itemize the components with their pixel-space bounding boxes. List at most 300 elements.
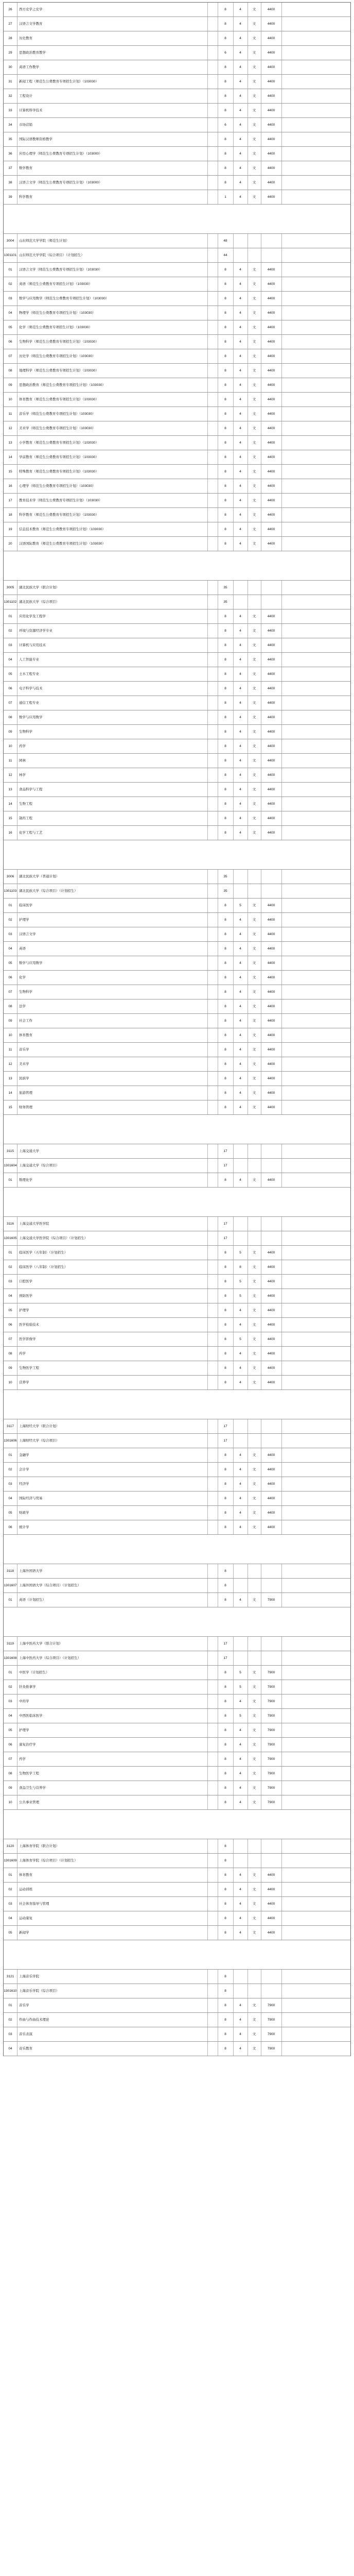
table-row	[3, 927, 351, 942]
table-row	[3, 942, 351, 956]
row-note	[281, 1376, 351, 1389]
row-code: 08	[4, 1767, 17, 1781]
section-spacer	[3, 205, 351, 234]
row-years: 4	[233, 306, 248, 320]
row-plan-count: 8	[218, 2042, 234, 2056]
row-years	[233, 595, 248, 609]
row-spacer	[207, 999, 218, 1013]
row-note	[281, 682, 351, 696]
row-fee: 4400	[261, 899, 282, 912]
row-years: 4	[233, 147, 248, 161]
row-note	[281, 1709, 351, 1723]
row-category	[247, 581, 261, 595]
row-name: 新闻学	[17, 1926, 208, 1940]
row-years	[233, 1231, 248, 1245]
row-fee	[261, 884, 282, 898]
row-spacer	[207, 1159, 218, 1173]
row-code: 02	[4, 1463, 17, 1477]
table-row	[3, 1492, 351, 1506]
table-row	[3, 60, 351, 75]
row-years: 4	[233, 1926, 248, 1940]
table-row	[3, 1347, 351, 1361]
row-name: 音乐教育	[17, 2042, 208, 2056]
row-fee: 4400	[261, 1043, 282, 1057]
row-name: 经济学	[17, 1477, 208, 1491]
row-category: 文	[247, 1289, 261, 1303]
row-code: 01	[4, 609, 17, 623]
row-category	[247, 1579, 261, 1592]
row-years: 4	[233, 1752, 248, 1766]
row-years: 4	[233, 942, 248, 956]
row-note	[281, 2013, 351, 2027]
row-category: 文	[247, 393, 261, 406]
row-name: 通信工程专业	[17, 696, 208, 710]
row-spacer	[207, 1694, 218, 1708]
row-code: 05	[4, 1303, 17, 1317]
row-years: 4	[233, 1998, 248, 2012]
row-fee: 4400	[261, 17, 282, 31]
table-row	[3, 508, 351, 522]
row-code: 08	[4, 1347, 17, 1361]
row-name: 药学	[17, 1752, 208, 1766]
table-row	[3, 1579, 351, 1593]
row-fee: 4400	[261, 118, 282, 132]
row-spacer	[207, 479, 218, 493]
row-name: 护理学	[17, 1723, 208, 1737]
row-note	[281, 638, 351, 652]
row-note	[281, 797, 351, 811]
row-category: 文	[247, 1680, 261, 1694]
row-plan-count: 6	[218, 46, 234, 60]
row-code: 3115	[4, 1144, 17, 1158]
row-years	[233, 234, 248, 248]
row-fee: 4400	[261, 1376, 282, 1389]
row-fee: 7900	[261, 1723, 282, 1737]
table-row	[3, 1231, 351, 1246]
row-plan-count: 8	[218, 479, 234, 493]
row-plan-count: 35	[218, 884, 234, 898]
row-years: 4	[233, 2027, 248, 2041]
row-fee: 4400	[261, 522, 282, 536]
table-row	[3, 1666, 351, 1680]
row-note	[281, 89, 351, 103]
row-plan-count: 8	[218, 393, 234, 406]
row-note	[281, 465, 351, 479]
row-plan-count: 6	[218, 118, 234, 132]
row-fee: 4400	[261, 1911, 282, 1925]
row-fee: 4400	[261, 1463, 282, 1477]
row-fee: 7900	[261, 2027, 282, 2041]
row-years	[233, 884, 248, 898]
row-note	[281, 1057, 351, 1071]
row-name: 中医学（计划招生）	[17, 1666, 208, 1680]
row-note	[281, 710, 351, 724]
row-name: 社会体育指导与管理	[17, 1897, 208, 1911]
row-note	[281, 1144, 351, 1158]
row-fee: 4400	[261, 1361, 282, 1375]
row-code: 04	[4, 2042, 17, 2056]
table-row	[3, 1651, 351, 1666]
row-fee: 4400	[261, 1506, 282, 1520]
row-category: 文	[247, 1998, 261, 2012]
row-fee: 4400	[261, 797, 282, 811]
row-name: 上海音乐学院（综合项目）	[17, 1984, 208, 1998]
row-code: 05	[4, 1506, 17, 1520]
row-code: 01	[4, 1246, 17, 1260]
row-fee: 4400	[261, 1477, 282, 1491]
row-spacer	[207, 60, 218, 74]
row-plan-count: 8	[218, 1839, 234, 1853]
row-years: 4	[233, 826, 248, 840]
row-plan-count: 8	[218, 1043, 234, 1057]
row-category	[247, 248, 261, 262]
table-row	[3, 1448, 351, 1463]
row-name: 工程设计	[17, 89, 208, 103]
table-row	[3, 1911, 351, 1926]
row-note	[281, 1998, 351, 2012]
row-plan-count: 8	[218, 176, 234, 190]
row-years: 5	[233, 1289, 248, 1303]
row-spacer	[207, 465, 218, 479]
row-spacer	[207, 1738, 218, 1752]
row-spacer	[207, 1376, 218, 1389]
row-name: 教育技术学（师范生公费教育专项招生计划）（103030）	[17, 494, 208, 507]
row-category	[247, 1144, 261, 1158]
row-years: 4	[233, 1448, 248, 1462]
table-row	[3, 956, 351, 971]
row-name: 汉语言文学教育	[17, 17, 208, 31]
row-note	[281, 754, 351, 768]
row-fee: 4400	[261, 147, 282, 161]
row-plan-count: 17	[218, 1637, 234, 1651]
row-category: 文	[247, 1868, 261, 1882]
row-fee: 4400	[261, 971, 282, 985]
row-plan-count: 8	[218, 1492, 234, 1505]
row-spacer	[207, 75, 218, 89]
row-code: 3116	[4, 1217, 17, 1231]
row-name: 环境与资源经济学专业	[17, 624, 208, 638]
row-plan-count: 8	[218, 667, 234, 681]
row-fee: 4400	[261, 826, 282, 840]
row-fee: 4400	[261, 927, 282, 941]
row-years: 4	[233, 1361, 248, 1375]
row-code: 09	[4, 725, 17, 739]
row-name: 国际经济与贸易	[17, 1492, 208, 1505]
row-spacer	[207, 1361, 218, 1375]
row-name: 金融学	[17, 1448, 208, 1462]
row-plan-count: 8	[218, 1897, 234, 1911]
row-code: 06	[4, 335, 17, 349]
row-category: 文	[247, 378, 261, 392]
row-spacer	[207, 1289, 218, 1303]
table-row	[3, 1723, 351, 1738]
row-category: 文	[247, 1318, 261, 1332]
row-code: 06	[4, 1738, 17, 1752]
row-spacer	[207, 739, 218, 753]
row-category: 文	[247, 1448, 261, 1462]
row-name: 康复治疗学	[17, 1738, 208, 1752]
row-code: 17	[4, 494, 17, 507]
row-plan-count: 8	[218, 1781, 234, 1795]
row-category: 文	[247, 2042, 261, 2056]
school-group-row	[3, 1564, 351, 1579]
row-category: 文	[247, 450, 261, 464]
row-code: 15	[4, 465, 17, 479]
row-plan-count: 8	[218, 783, 234, 796]
row-name: 汉语国际教育（师范生公费教育专项招生计划）（103030）	[17, 537, 208, 551]
row-years: 4	[233, 349, 248, 363]
row-name: 上海交通大学医学院（综合项目）（计划招生）	[17, 1231, 208, 1245]
row-category: 文	[247, 1723, 261, 1737]
row-spacer	[207, 710, 218, 724]
row-code: 29	[4, 46, 17, 60]
row-code: 31	[4, 75, 17, 89]
row-code: 01	[4, 1998, 17, 2012]
row-name: 地理科学（师范生公费教育专项招生计划）（103030）	[17, 364, 208, 378]
row-category: 文	[247, 811, 261, 825]
row-name: 上海财经大学（联合计划）	[17, 1419, 208, 1433]
row-code: 3121	[4, 1970, 17, 1984]
table-row	[3, 263, 351, 277]
row-name: 英语（计划招生）	[17, 1593, 208, 1607]
row-plan-count: 8	[218, 421, 234, 435]
table-row	[3, 811, 351, 826]
row-code: 01	[4, 1593, 17, 1607]
row-code: 3120	[4, 1839, 17, 1853]
row-category	[247, 1637, 261, 1651]
row-plan-count: 8	[218, 1752, 234, 1766]
row-category: 文	[247, 1752, 261, 1766]
row-fee: 7900	[261, 1998, 282, 2012]
row-years	[233, 1144, 248, 1158]
row-note	[281, 378, 351, 392]
row-note	[281, 3, 351, 16]
row-name: 思想政治教育教学	[17, 46, 208, 60]
table-row	[3, 1376, 351, 1390]
row-fee: 4400	[261, 31, 282, 45]
row-category: 文	[247, 2013, 261, 2027]
row-name: 湖北民族大学（联合计划）	[17, 581, 208, 595]
row-fee: 4400	[261, 1014, 282, 1028]
row-code: 13	[4, 783, 17, 796]
row-code: 01	[4, 1448, 17, 1462]
row-plan-count: 8	[218, 682, 234, 696]
row-name: 数学与应用数学（师范生公费教育专项招生计划）（103030）	[17, 292, 208, 306]
row-spacer	[207, 436, 218, 450]
table-row	[3, 277, 351, 292]
row-category: 文	[247, 1477, 261, 1491]
row-spacer	[207, 1637, 218, 1651]
row-fee	[261, 870, 282, 884]
row-fee: 4400	[261, 494, 282, 507]
row-fee: 7900	[261, 2013, 282, 2027]
row-fee: 4400	[261, 682, 282, 696]
row-spacer	[207, 1593, 218, 1607]
row-fee: 4400	[261, 436, 282, 450]
row-note	[281, 783, 351, 796]
row-code: 02	[4, 1260, 17, 1274]
table-row	[3, 292, 351, 306]
row-spacer	[207, 263, 218, 277]
row-plan-count: 8	[218, 1376, 234, 1389]
row-note	[281, 407, 351, 421]
row-note	[281, 1506, 351, 1520]
row-note	[281, 1868, 351, 1882]
row-category: 文	[247, 1100, 261, 1114]
row-category: 文	[247, 768, 261, 782]
row-fee: 4400	[261, 1347, 282, 1361]
row-spacer	[207, 1520, 218, 1534]
row-fee: 7900	[261, 1752, 282, 1766]
row-years: 4	[233, 3, 248, 16]
row-spacer	[207, 1419, 218, 1433]
row-years: 4	[233, 161, 248, 175]
row-years: 4	[233, 277, 248, 291]
row-category: 文	[247, 1028, 261, 1042]
row-name: 上海外国语大学（综合项目）（计划招生）	[17, 1579, 208, 1592]
row-category: 文	[247, 739, 261, 753]
row-name: 上海中医药大学（综合项目）（计划招生）	[17, 1651, 208, 1665]
row-code: 18	[4, 508, 17, 522]
row-plan-count: 17	[218, 1434, 234, 1448]
row-plan-count: 8	[218, 1289, 234, 1303]
row-note	[281, 1303, 351, 1317]
row-name: 口腔医学	[17, 1275, 208, 1289]
row-spacer	[207, 378, 218, 392]
row-code: 06	[4, 1318, 17, 1332]
row-spacer	[207, 1260, 218, 1274]
row-category: 文	[247, 31, 261, 45]
table-row	[3, 783, 351, 797]
row-name: 统计学	[17, 1520, 208, 1534]
row-years: 4	[233, 421, 248, 435]
row-spacer	[207, 1723, 218, 1737]
row-fee: 4400	[261, 75, 282, 89]
row-category	[247, 1434, 261, 1448]
row-spacer	[207, 234, 218, 248]
row-years: 4	[233, 956, 248, 970]
row-plan-count: 8	[218, 104, 234, 117]
row-category: 文	[247, 75, 261, 89]
row-note	[281, 1173, 351, 1187]
row-fee: 4400	[261, 1072, 282, 1086]
row-spacer	[207, 783, 218, 796]
row-code: 07	[4, 696, 17, 710]
row-category: 文	[247, 132, 261, 146]
row-code: 14	[4, 1086, 17, 1100]
row-spacer	[207, 1332, 218, 1346]
row-category: 文	[247, 1332, 261, 1346]
row-spacer	[207, 2013, 218, 2027]
school-group-row	[3, 1144, 351, 1159]
row-spacer	[207, 3, 218, 16]
row-code: 1301101	[4, 248, 17, 262]
row-note	[281, 1072, 351, 1086]
row-note	[281, 46, 351, 60]
table-row	[3, 1680, 351, 1694]
row-plan-count: 8	[218, 1014, 234, 1028]
row-spacer	[207, 1144, 218, 1158]
row-note	[281, 1217, 351, 1231]
section-spacer	[3, 1940, 351, 1970]
row-fee: 4400	[261, 320, 282, 334]
row-fee	[261, 1637, 282, 1651]
row-note	[281, 31, 351, 45]
table-row	[3, 682, 351, 696]
row-note	[281, 1637, 351, 1651]
row-code: 08	[4, 999, 17, 1013]
row-note	[281, 811, 351, 825]
row-code: 1301608	[4, 1651, 17, 1665]
row-category: 文	[247, 1463, 261, 1477]
row-note	[281, 1260, 351, 1274]
row-spacer	[207, 797, 218, 811]
row-years: 4	[233, 927, 248, 941]
row-years: 4	[233, 1506, 248, 1520]
row-spacer	[207, 176, 218, 190]
row-spacer	[207, 956, 218, 970]
row-fee: 7900	[261, 2042, 282, 2056]
row-plan-count: 8	[218, 1303, 234, 1317]
row-name: 临床医学（八年制）（计划招生）	[17, 1260, 208, 1274]
row-code: 10	[4, 1376, 17, 1389]
row-plan-count: 8	[218, 335, 234, 349]
row-code: 10	[4, 1795, 17, 1809]
row-category: 文	[247, 1043, 261, 1057]
row-spacer	[207, 1984, 218, 1998]
row-name: 数学与应用数学	[17, 710, 208, 724]
row-note	[281, 1159, 351, 1173]
row-name: 运动训练	[17, 1883, 208, 1896]
row-code: 07	[4, 349, 17, 363]
row-plan-count: 8	[218, 1072, 234, 1086]
row-name: 会计学	[17, 1463, 208, 1477]
row-category: 文	[247, 104, 261, 117]
row-note	[281, 1448, 351, 1462]
row-note	[281, 581, 351, 595]
row-plan-count: 8	[218, 1767, 234, 1781]
table-row	[3, 985, 351, 999]
row-name: 财政学	[17, 1506, 208, 1520]
row-fee	[261, 1419, 282, 1433]
row-years	[233, 581, 248, 595]
row-code: 12	[4, 768, 17, 782]
row-name: 社会工作	[17, 1014, 208, 1028]
row-code: 20	[4, 537, 17, 551]
table-row	[3, 1260, 351, 1275]
table-row	[3, 884, 351, 899]
row-plan-count: 8	[218, 1246, 234, 1260]
row-years: 4	[233, 176, 248, 190]
row-note	[281, 1100, 351, 1114]
section-spacer	[3, 551, 351, 581]
row-plan-count: 8	[218, 1564, 234, 1578]
table-row	[3, 1043, 351, 1057]
row-years: 4	[233, 725, 248, 739]
table-row	[3, 1520, 351, 1535]
row-note	[281, 450, 351, 464]
row-spacer	[207, 1839, 218, 1853]
row-fee: 4400	[261, 1086, 282, 1100]
row-note	[281, 60, 351, 74]
row-note	[281, 104, 351, 117]
row-spacer	[207, 826, 218, 840]
row-name: 护理学	[17, 913, 208, 927]
row-fee: 4400	[261, 176, 282, 190]
row-name: 林学	[17, 768, 208, 782]
row-plan-count: 8	[218, 638, 234, 652]
row-code: 05	[4, 956, 17, 970]
